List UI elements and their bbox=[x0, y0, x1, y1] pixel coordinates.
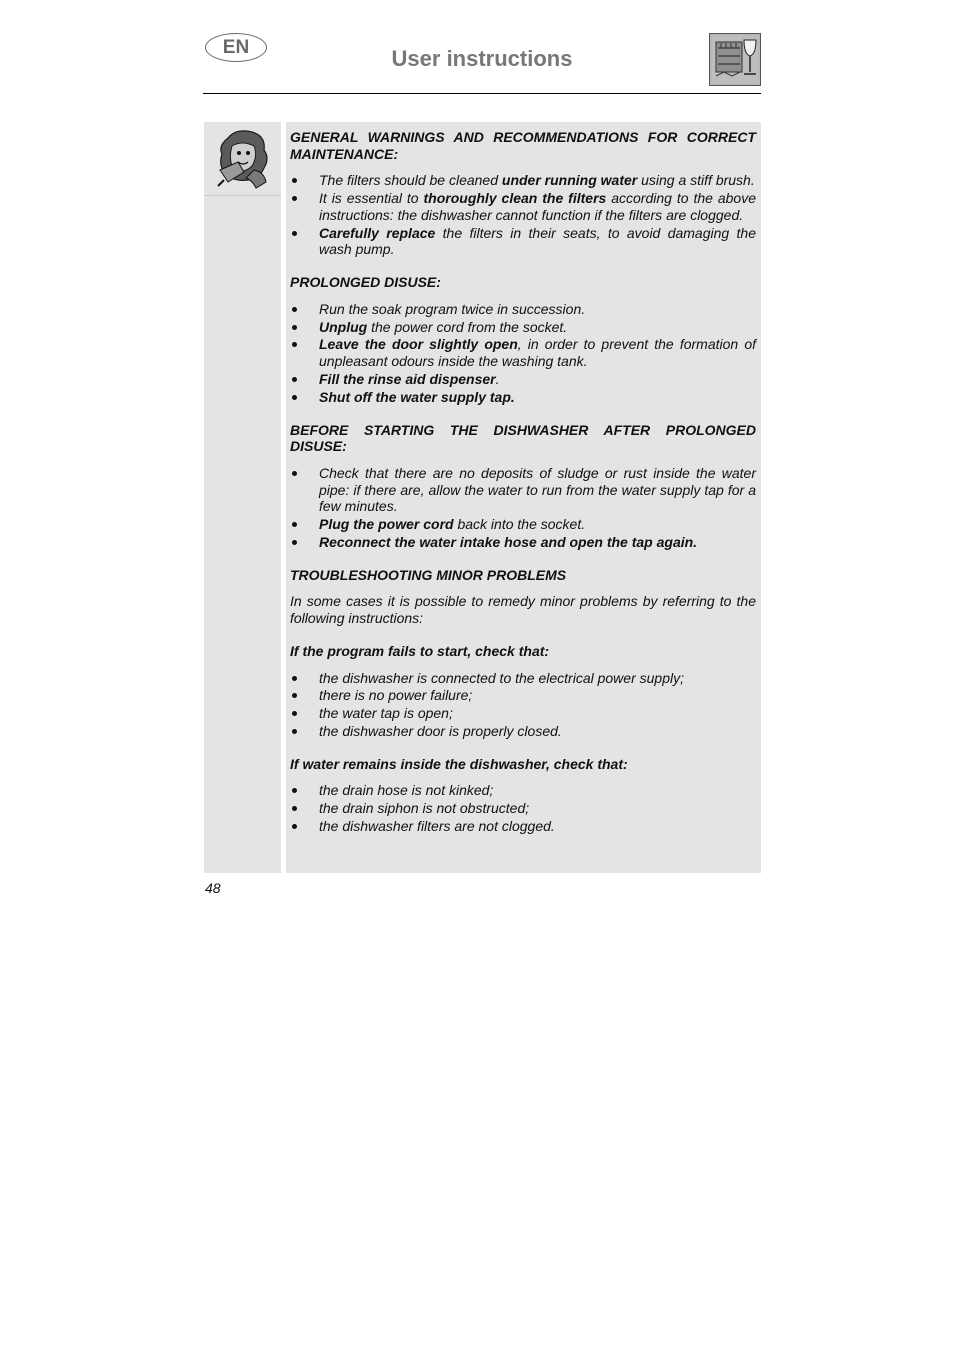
header-divider bbox=[203, 93, 761, 94]
water-check-list bbox=[290, 782, 756, 834]
list-item: The filters should be cleaned under running water using a stiff brush. bbox=[290, 172, 756, 189]
list-item: the drain hose is not kinked; bbox=[290, 782, 756, 799]
water-check-heading: If water remains inside the dishwasher, check that: bbox=[290, 755, 628, 772]
maintenance-list bbox=[290, 172, 756, 258]
start-check-heading: If the program fails to start, check that: bbox=[290, 642, 550, 659]
list-item: Carefully replace the filters in their seats, to avoid damaging the wash pump. bbox=[290, 225, 756, 259]
troubleshooting-heading: TROUBLESHOOTING MINOR PROBLEMS bbox=[290, 566, 567, 583]
list-item: the drain siphon is not obstructed; bbox=[290, 800, 756, 817]
text-column bbox=[286, 122, 761, 873]
list-item: Shut off the water supply tap. bbox=[290, 389, 756, 406]
list-item: the dishwasher is connected to the electrical power supply; bbox=[290, 670, 756, 687]
list-item: the water tap is open; bbox=[290, 705, 756, 722]
list-item: Run the soak program twice in succession. bbox=[290, 301, 756, 318]
list-item: Check that there are no deposits of sludge or rust inside the water pipe: if there are, allow the water to run from the water supply tap for a few minutes. bbox=[290, 465, 756, 515]
page-header bbox=[203, 30, 761, 94]
maintenance-content bbox=[204, 122, 761, 873]
list-item: Reconnect the water intake hose and open the tap again. bbox=[290, 534, 756, 551]
restart-list bbox=[290, 465, 756, 551]
list-item: the dishwasher door is properly closed. bbox=[290, 723, 756, 740]
list-item: the dishwasher filters are not clogged. bbox=[290, 818, 756, 835]
page-number: 48 bbox=[205, 880, 221, 896]
mascot-cell bbox=[204, 122, 281, 196]
page-title: User instructions bbox=[391, 46, 573, 71]
disuse-list bbox=[290, 301, 756, 406]
list-item: Unplug the power cord from the socket. bbox=[290, 319, 756, 336]
start-check-list bbox=[290, 670, 756, 740]
icon-column bbox=[204, 122, 281, 873]
disuse-heading: PROLONGED DISUSE: bbox=[290, 274, 441, 291]
maintenance-heading: GENERAL WARNINGS AND RECOMMENDATIONS FOR CORRECT MAINTENANCE: bbox=[290, 129, 756, 162]
list-item: Plug the power cord back into the socket. bbox=[290, 516, 756, 533]
list-item: there is no power failure; bbox=[290, 687, 756, 704]
dishwasher-icon bbox=[709, 33, 761, 86]
list-item: Fill the rinse aid dispenser. bbox=[290, 371, 756, 388]
list-item: Leave the door slightly open, in order to prevent the formation of unpleasant odours inside the washing tank. bbox=[290, 336, 756, 370]
mascot-cleaning-icon bbox=[204, 122, 281, 195]
language-badge: EN bbox=[205, 33, 267, 62]
restart-heading: BEFORE STARTING THE DISHWASHER AFTER PROLONGED DISUSE: bbox=[290, 421, 756, 455]
list-item: It is essential to thoroughly clean the filters according to the above instructions: the dishwasher cannot function if the filters are clogged. bbox=[290, 190, 756, 224]
troubleshooting-intro: In some cases it is possible to remedy minor problems by referring to the following instructions: bbox=[290, 593, 756, 627]
